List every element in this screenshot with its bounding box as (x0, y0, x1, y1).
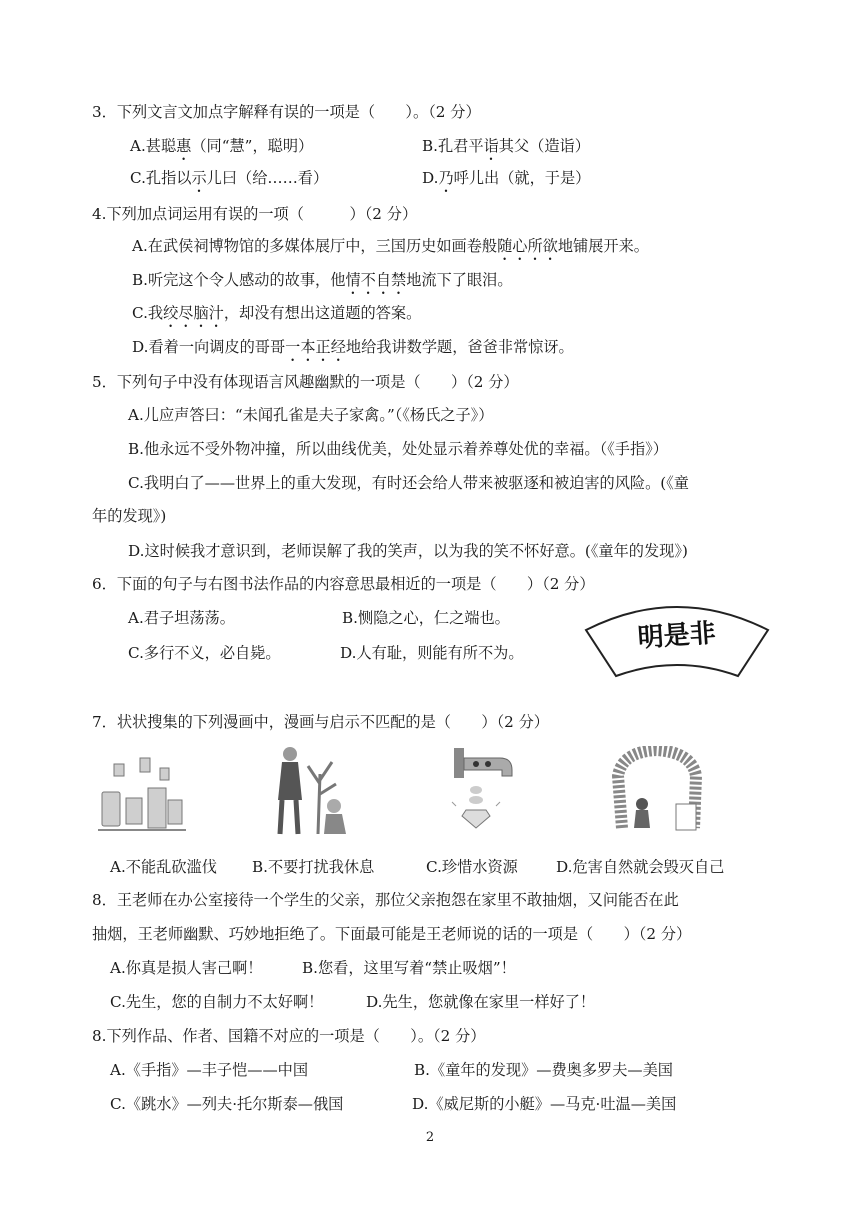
calligraphy-fan-image (582, 596, 772, 680)
q8b-stem: 8.下列作品、作者、国籍不对应的一项是（ ）。（2 分） (92, 1027, 486, 1045)
q6-stem: 6．下面的句子与右图书法作品的内容意思最相近的一项是（ ）（2 分） (92, 575, 595, 593)
q3-option-b: B.孔君平诣其父（造诣） (422, 137, 590, 155)
q4-stem: 4.下列加点词运用有误的一项（ ）（2 分） (92, 205, 418, 223)
q8a-stem-line1: 8．王老师在办公室接待一个学生的父亲，那位父亲抱怨在家里不敢抽烟，又问能否在此 (92, 891, 679, 909)
q8a-option-b: B.您看，这里写着“禁止吸烟”！ (302, 959, 516, 977)
q8a-stem-line2: 抽烟，王老师幽默、巧妙地拒绝了。下面最可能是王老师说的话的一项是（ ）（2 分） (92, 925, 692, 943)
q8a-option-a: A.你真是损人害己啊！ (110, 959, 263, 977)
q6-option-d: D.人有耻，则能有所不为。 (340, 644, 524, 662)
q8b-option-c: C.《跳水》—列夫·托尔斯泰—俄国 (110, 1095, 344, 1113)
q7-caption-b: B.不要打扰我休息 (252, 858, 375, 876)
q8a-option-c: C.先生，您的自制力不太好啊！ (110, 993, 324, 1011)
q4-option-c: C.我绞尽脑汁，却没有想出这道题的答案。 (132, 304, 422, 322)
q3-option-a: A.甚聪惠（同“慧”，聪明） (130, 137, 314, 155)
q6-option-a: A.君子坦荡荡。 (128, 609, 235, 627)
q7-caption-a: A.不能乱砍滥伐 (110, 858, 217, 876)
q4-option-a: A.在武侯祠博物馆的多媒体展厅中，三国历史如画卷般随心所欲地铺展开来。 (132, 237, 649, 255)
faucet-diamond-cartoon (440, 744, 538, 830)
q5-option-c-line2: 年的发现》) (92, 507, 167, 525)
domino-ring-cartoon (608, 746, 706, 838)
q7-stem: 7．状状搜集的下列漫画中，漫画与启示不匹配的是（ ）（2 分） (92, 713, 549, 731)
q5-option-c-line1: C.我明白了——世界上的重大发现，有时还会给人带来被驱逐和被迫害的风险。(《童 (128, 474, 689, 492)
q4-option-d: D.看着一向调皮的哥哥一本正经地给我讲数学题，爸爸非常惊讶。 (132, 338, 574, 356)
q7-caption-d: D.危害自然就会毁灭自己 (556, 858, 725, 876)
q6-option-c: C.多行不义，必自毙。 (128, 644, 281, 662)
q3-option-d: D.乃呼儿出（就，于是） (422, 169, 591, 187)
watering-tree-cartoon (268, 744, 354, 838)
q3-stem: 3．下列文言文加点字解释有误的一项是（ ）。（2 分） (92, 103, 481, 121)
q5-option-d: D.这时候我才意识到，老师误解了我的笑声，以为我的笑不怀好意。(《童年的发现》) (128, 542, 688, 560)
q8b-option-a: A.《手指》—丰子恺——中国 (110, 1061, 309, 1079)
q5-option-a: A.儿应声答曰：“未闻孔雀是夫子家禽。”（《杨氏之子》） (128, 406, 494, 424)
page-number: 2 (425, 1130, 435, 1145)
calligraphy-text: 明是非 (636, 618, 717, 654)
q5-stem: 5．下列句子中没有体现语言风趣幽默的一项是（ ）（2 分） (92, 373, 519, 391)
q3-option-c: C.孔指以示儿曰（给……看） (130, 169, 329, 187)
tree-stumps-cartoon (96, 752, 188, 834)
q8b-option-b: B.《童年的发现》—费奥多罗夫—美国 (414, 1061, 673, 1079)
q4-option-b: B.听完这个令人感动的故事，他情不自禁地流下了眼泪。 (132, 271, 513, 289)
q7-caption-c: C.珍惜水资源 (426, 858, 518, 876)
q5-option-b: B.他永远不受外物冲撞，所以曲线优美，处处显示着养尊处优的幸福。（《手指》） (128, 440, 668, 458)
q8a-option-d: D.先生，您就像在家里一样好了！ (366, 993, 596, 1011)
q6-option-b: B.恻隐之心，仁之端也。 (342, 609, 510, 627)
q8b-option-d: D.《威尼斯的小艇》—马克·吐温—美国 (412, 1095, 677, 1113)
